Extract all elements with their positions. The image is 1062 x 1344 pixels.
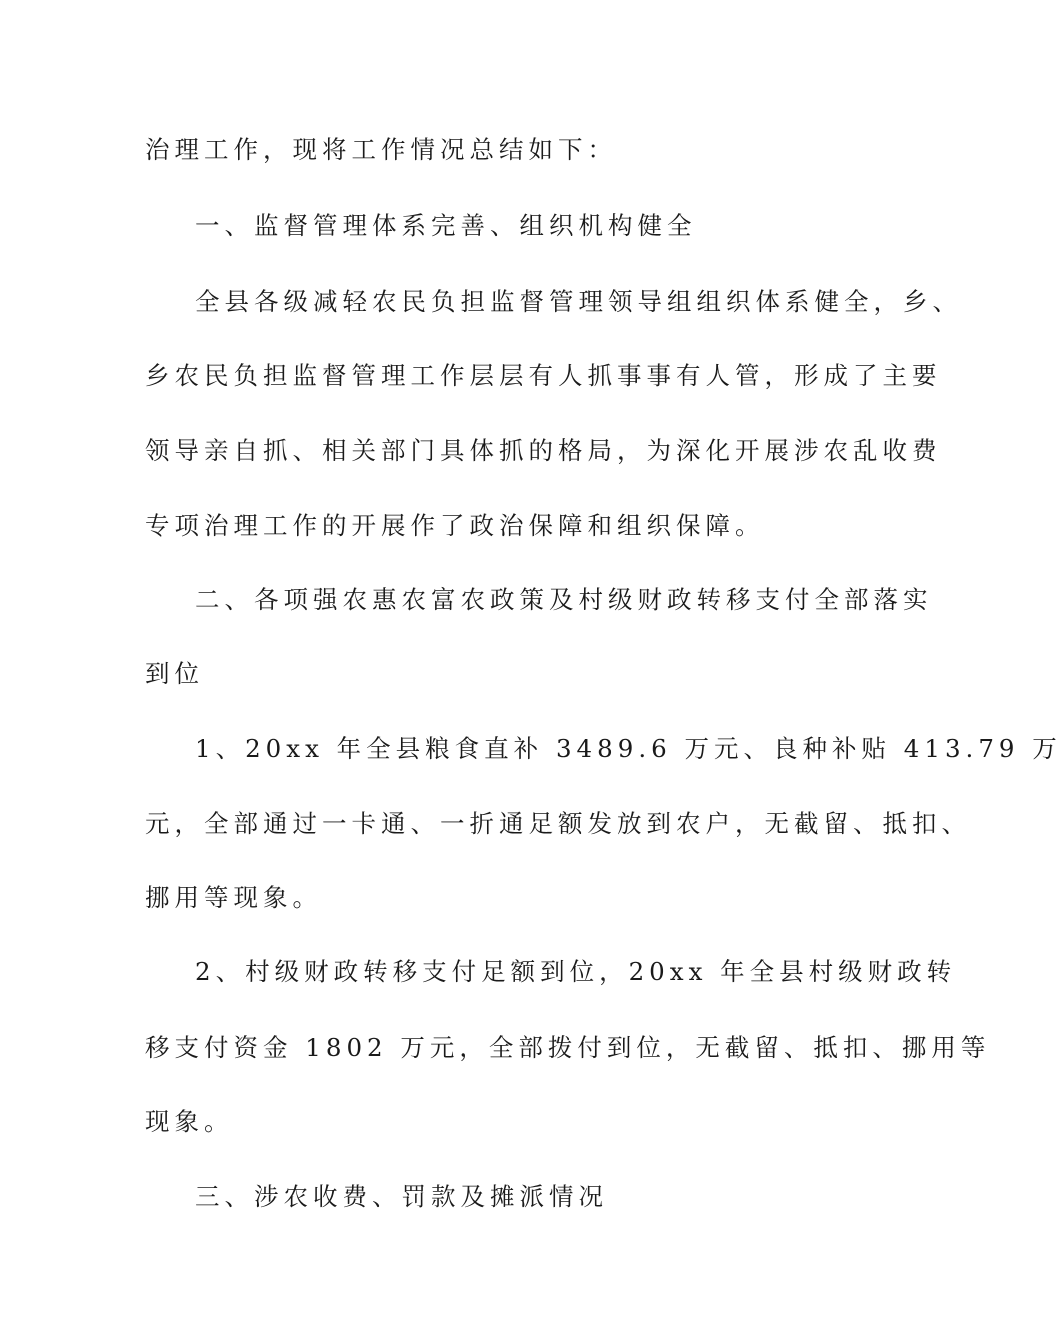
paragraph-line: 治理工作，现将工作情况总结如下： xyxy=(145,135,617,164)
paragraph-line: 全县各级减轻农民负担监督管理领导组组织体系健全，乡、 xyxy=(195,287,962,316)
paragraph-line: 专项治理工作的开展作了政治保障和组织保障。 xyxy=(145,511,765,540)
section-heading-1: 一、监督管理体系完善、组织机构健全 xyxy=(195,211,697,240)
section-heading-2: 二、各项强农惠农富农政策及村级财政转移支付全部落实 xyxy=(195,585,933,614)
paragraph-line: 现象。 xyxy=(145,1107,234,1136)
section-heading-3: 三、涉农收费、罚款及摊派情况 xyxy=(195,1182,608,1211)
paragraph-line: 挪用等现象。 xyxy=(145,883,322,912)
paragraph-line: 移支付资金 1802 万元，全部拨付到位，无截留、抵扣、挪用等 xyxy=(145,1033,991,1062)
paragraph-line: 乡农民负担监督管理工作层层有人抓事事有人管，形成了主要 xyxy=(145,361,942,390)
paragraph-line: 元，全部通过一卡通、一折通足额发放到农户，无截留、抵扣、 xyxy=(145,809,971,838)
list-item-1: 1、20xx 年全县粮食直补 3489.6 万元、良种补贴 413.79 万 xyxy=(195,734,1062,763)
list-item-2: 2、村级财政转移支付足额到位，20xx 年全县村级财政转 xyxy=(195,957,957,986)
paragraph-line: 领导亲自抓、相关部门具体抓的格局，为深化开展涉农乱收费 xyxy=(145,436,942,465)
section-heading-2-cont: 到位 xyxy=(145,659,204,688)
